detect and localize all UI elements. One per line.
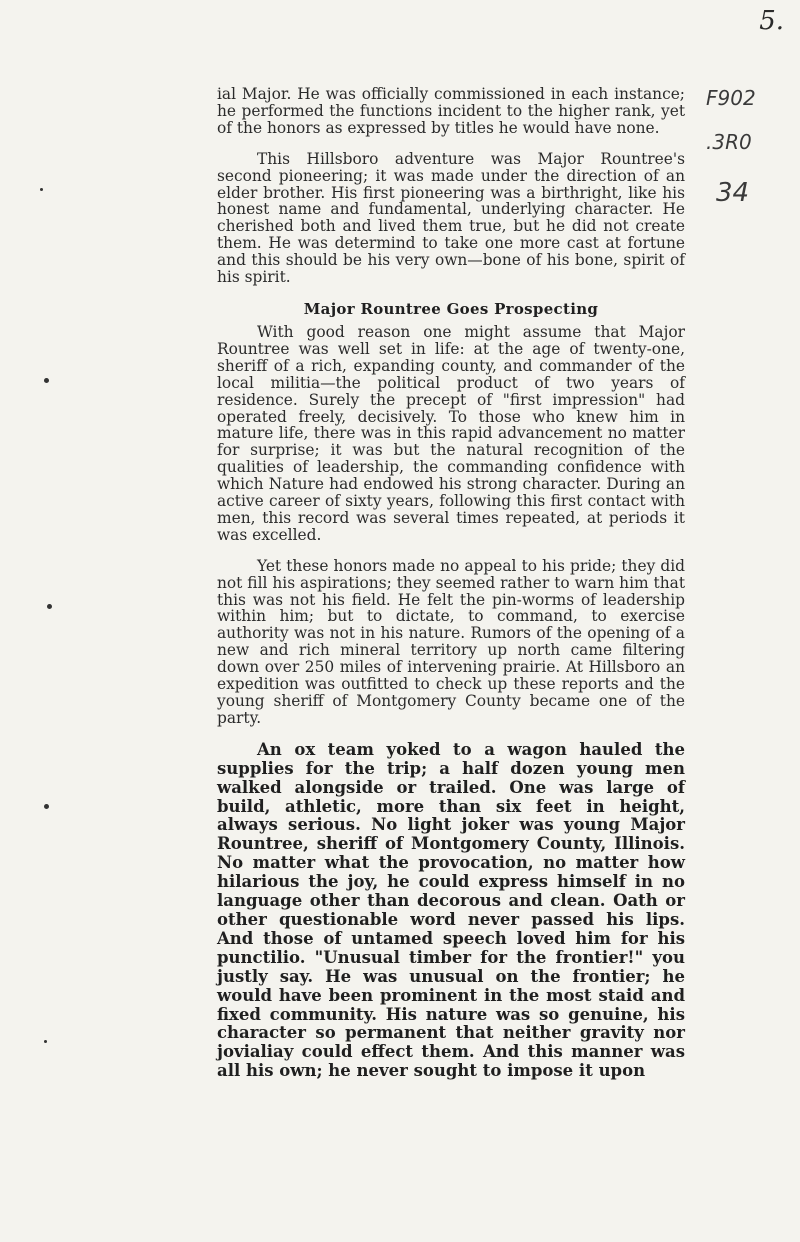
section-heading: Major Rountree Goes Prospecting [303,299,599,318]
margin-mark [44,1040,47,1043]
margin-note-code: .3R0 [706,130,752,154]
margin-note-number: 34 [716,178,750,208]
paragraph: An ox team yoked to a wagon hauled the supplies for the trip; a half dozen young men walked alongside or trailed. One was large of build, athletic, more than six feet in height, always serious. No light joker was young Major Rountree, sheriff of Montgomery County, Illinois. No matter what the provocation, no matter how hilarious the joy, he could express himself in no language other than decorous and clean. Oath or other questionable word never passed his lips. And those of untamed speech loved him for his punctilio. "Unusual timber for the frontier!" you justly say. He was unusual on the frontier; he would have been prominent in the most staid and fixed community. His nature was so genuine, his character so permanent that neither gravity nor jovialiay could effect them. And this manner was all his own; he never sought to impose it upon [217,739,685,1081]
margin-mark [44,804,49,809]
paragraph: Yet these honors made no appeal to his pride; they did not fill his aspirations; they seemed rather to warn him that this was not his field. He felt the pin-worms of leadership within him; but to dictate, to command, to exercise authority was not in his nature. Rumors of the opening of a new and rich mineral territory up north came filtering down over 250 miles of intervening prairie. At Hillsboro an expedition was outfitted to check up these reports and the young sheriff of Montgomery County became one of the party. [217,556,685,727]
paragraph: This Hillsboro adventure was Major Rountree's second pioneering; it was made under the direction of an elder brother. His first pioneering was a birthright, like his honest name and fundamental, underlying character. He cherished both and lived them true, but he did not create them. He was determind to take one more cast at fortune and this should be his very own—bone of his bone, spirit of his spirit. [217,149,685,287]
margin-mark [47,604,52,609]
margin-mark [44,378,49,383]
page-number: 5. [759,6,784,36]
bold-section [217,741,685,1081]
margin-note-catalog: F902 [706,86,756,110]
margin-mark [40,188,43,191]
text-column [217,86,685,1095]
paragraph: With good reason one might assume that Major Rountree was well set in life: at the age of twenty-one, sheriff of a rich, expanding county, and commander of the local militia—the political product of two years of residence. Surely the precept of "first impression" had operated freely, decisively. To those who knew him in mature life, there was in this rapid advancement no matter for surprise; it was but the natural recognition of the qualities of leadership, the commanding confidence with which Nature had endowed his strong character. During an active career of sixty years, following this first contact with men, this record was several times repeated, at periods it was excelled. [217,322,685,544]
paragraph: ial Major. He was officially commissioned in each instance; he performed the functions incident to the higher rank, yet of the honors as expressed by titles he would have none. [217,85,685,137]
